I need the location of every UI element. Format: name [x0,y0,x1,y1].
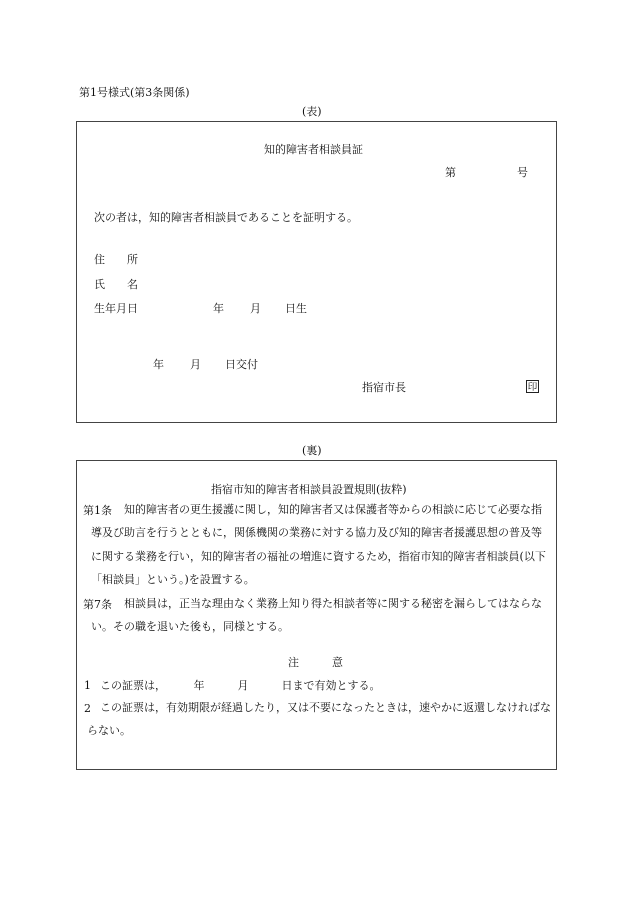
note2-number: 2 [84,702,91,715]
birth-month: 月 [250,302,261,315]
birth-day: 日生 [285,302,307,315]
article7-label: 第7条 [83,598,112,611]
back-title: 指宿市知的障害者相談員設置規則(抜粋) [211,483,407,496]
note2-text: この証票は，有効期限が経過したり，又は不要になったときは，速やかに返還しなければならない。 [87,700,551,737]
front-title: 知的障害者相談員証 [264,143,363,156]
article7-text: 相談員は，正当な理由なく業務上知り得た相談者等に関する秘密を漏らしてはならない。その職を退いた後も，同様とする。 [91,596,542,633]
issue-month: 月 [190,358,201,371]
number-suffix: 号 [517,166,528,179]
article1-label: 第1条 [83,504,112,517]
birth-date-label: 生年月日 [94,302,138,315]
issue-day: 日交付 [225,358,258,371]
form-number: 第1号様式(第3条関係) [79,86,190,99]
name-label: 氏 名 [94,278,138,291]
seal-mark: 印 [527,382,538,393]
front-card [76,121,557,423]
notes-title: 注 意 [288,656,343,669]
certification-statement: 次の者は，知的障害者相談員であることを証明する。 [94,211,358,224]
address-label: 住 所 [94,253,138,266]
birth-year: 年 [213,302,224,315]
issuer: 指宿市長 [362,381,406,394]
note1-number: 1 [84,679,91,692]
article1-text: 知的障害者の更生援護に関し，知的障害者又は保護者等からの相談に応じて必要な指導及び助言を行うとともに，関係機関の業務に対する協力及び知的障害者援護思想の普及等に関する業務を行い，知的障害者の福祉の増進に資するため，指宿市知的障害者相談員(以下「相談員」という。)を設置する。 [91,502,546,586]
front-side-label: (表) [302,105,322,118]
back-side-label: (裏) [302,444,322,457]
issue-year: 年 [153,358,164,371]
number-prefix: 第 [445,166,456,179]
note1-text: この証票は， 年 月 日まで有効とする。 [100,679,381,692]
